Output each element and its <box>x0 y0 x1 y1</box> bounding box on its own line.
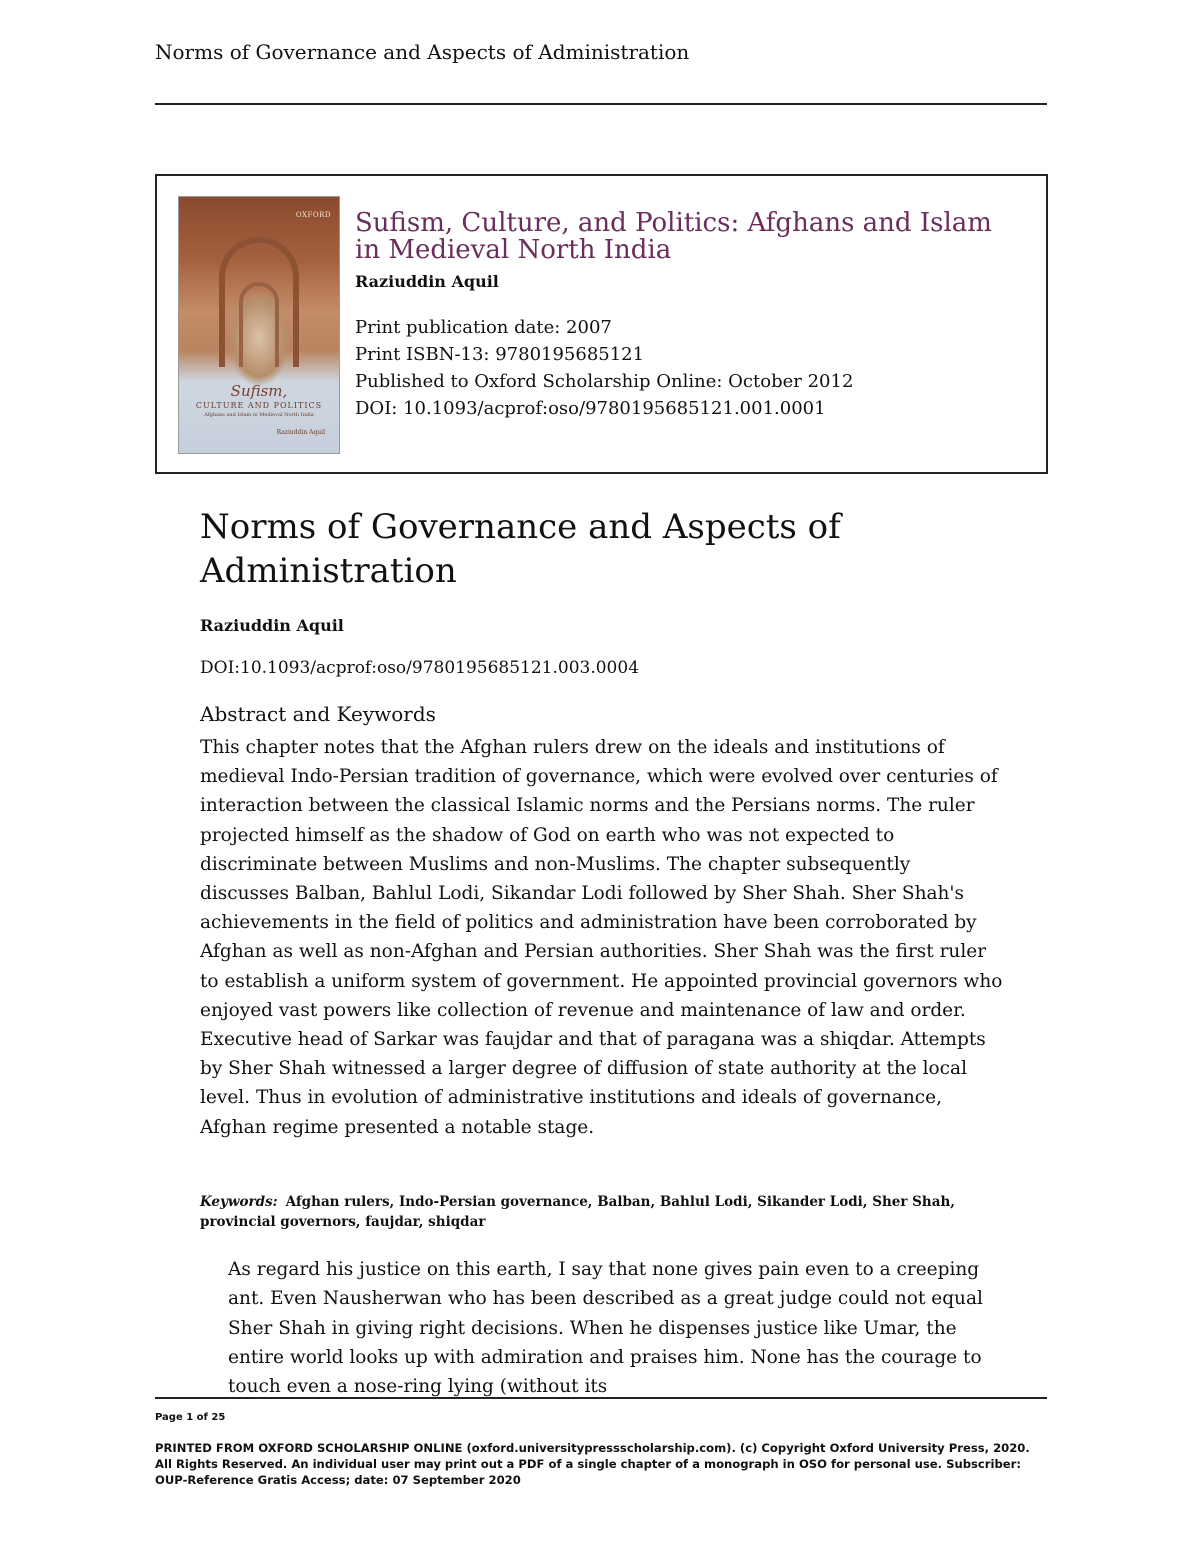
cover-title-script: Sufism, <box>230 382 288 400</box>
cover-title: CULTURE AND POLITICS <box>195 401 323 410</box>
copyright-notice: PRINTED FROM OXFORD SCHOLARSHIP ONLINE (oxford.universitypressscholarship.com). (c) Copyright Oxford University Press, 2020. All Rights Reserved. An individual user may print out a PDF of a single chapter of a monograph in OSO for personal use. Subscriber: OUP-Reference Gratis Access; date: 07 September 2020 <box>155 1441 1030 1487</box>
header-divider <box>155 103 1047 105</box>
chapter-title: Norms of Governance and Aspects of Administration <box>200 507 841 591</box>
keywords-label: Keywords: <box>200 1194 278 1210</box>
cover-publisher: OXFORD <box>295 211 331 219</box>
keywords <box>200 1192 990 1232</box>
book-cover-image[interactable] <box>178 196 340 454</box>
chapter-doi: DOI:10.1093/acprof:oso/9780195685121.003.0004 <box>200 658 640 678</box>
book-info-box <box>155 174 1048 474</box>
cover-inner-arch-decoration <box>239 282 279 367</box>
running-header: Norms of Governance and Aspects of Administration <box>155 40 690 64</box>
print-publication-date: Print publication date: 2007 <box>355 317 612 338</box>
cover-author: Raziuddin Aquil <box>276 429 325 436</box>
keywords-list: Afghan rulers, Indo-Persian governance, Balban, Bahlul Lodi, Sikander Lodi, Sher Shah, provincial governors, faujdar, shiqdar <box>200 1194 955 1230</box>
page-number: Page 1 of 25 <box>155 1412 226 1423</box>
book-metadata <box>355 314 1035 422</box>
published-online-date: Published to Oxford Scholarship Online: October 2012 <box>355 371 854 392</box>
book-title[interactable]: Sufism, Culture, and Politics: Afghans and Islam in Medieval North India <box>355 208 992 265</box>
footer-divider <box>155 1397 1047 1399</box>
book-author: Raziuddin Aquil <box>355 272 499 291</box>
print-isbn: Print ISBN-13: 9780195685121 <box>355 344 645 365</box>
chapter-author: Raziuddin Aquil <box>200 616 344 635</box>
abstract-heading: Abstract and Keywords <box>200 702 436 726</box>
abstract-text: This chapter notes that the Afghan rulers drew on the ideals and institutions of medieval Indo-Persian tradition of governance, which were evolved over centuries of interaction between the classical Islamic norms and the Persians norms. The ruler projected himself as the shadow of God on earth who was not expected to discriminate between Muslims and non-Muslims. The chapter subsequently discusses Balban, Bahlul Lodi, Sikandar Lodi followed by Sher Shah. Sher Shah's achievements in the field of politics and administration have been corroborated by Afghan as well as non-Afghan and Persian authorities. Sher Shah was the first ruler to establish a uniform system of government. He appointed provincial governors who enjoyed vast powers like collection of revenue and maintenance of law and order. Executive head of Sarkar was faujdar and that of paragana was a shiqdar. Attempts by Sher Shah witnessed a larger degree of diffusion of state authority at the local level. Thus in evolution of administrative institutions and ideals of governance, Afghan regime presented a notable stage. <box>200 737 1003 1138</box>
book-doi: DOI: 10.1093/acprof:oso/9780195685121.001.0001 <box>355 398 826 419</box>
cover-subtitle: Afghans and Islam in Medieval North India <box>204 412 314 418</box>
block-quote: As regard his justice on this earth, I say that none gives pain even to a creeping ant. Even Nausherwan who has been described as a great judge could not equal Sher Shah in giving right decisions. When he dispenses justice like Umar, the entire world looks up with admiration and praises him. None has the courage to touch even a nose-ring lying (without its <box>228 1259 983 1398</box>
